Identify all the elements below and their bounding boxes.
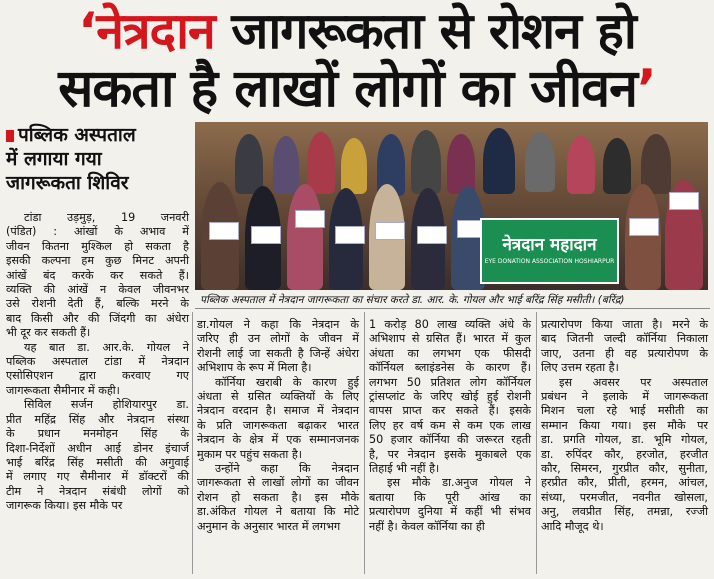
article-line: के प्रति जागरूकता बढ़ाकर भारत: [197, 418, 359, 432]
headline-line-1-rest: जागरूकता से रोशन हो: [214, 2, 636, 60]
news-photo: [195, 122, 708, 290]
article-line: अभिशाप से ग्रसित हैं। भारत में कुल: [369, 332, 531, 346]
article-line: मिशन चला रहे भाई मसीती का: [541, 404, 708, 418]
article-line: उन्होंने कहा कि नेत्रदान: [215, 462, 359, 476]
article-line: नहीं है। केवल कॉर्निया का ही: [369, 519, 485, 533]
article-line: लिए उत्तम रहता है।: [541, 361, 619, 375]
article-line: व्यक्ति की आंखें न केवल जीवनभर: [6, 283, 189, 297]
article-line: एसोसिएशन द्वारा करवाए गए: [6, 369, 189, 383]
column-divider: [536, 312, 537, 574]
article-line: 50 हजार कॉर्निया की जरूरत रहती: [369, 433, 531, 447]
article-column-1: [6, 211, 189, 514]
article-line: लिए हर वर्ष कम से कम एक लाख: [369, 418, 531, 432]
article-line: इस अवसर पर अस्पताल: [559, 375, 708, 389]
banner-title: नेत्रदान महादान: [502, 235, 597, 255]
article-column-2: [197, 318, 359, 534]
article-line: सम्मान किया गया। इस मौके पर: [541, 418, 708, 432]
column-divider: [364, 312, 365, 574]
column-divider: [192, 312, 193, 574]
headline-line-1: [0, 2, 714, 60]
article-line: प्रत्यारोपण दुनिया में कहीं भी संभव: [369, 505, 531, 519]
article-line: डा.अंकित गोयल ने बताया कि मोटे: [197, 505, 359, 519]
article-line: वापस प्राप्त कर सकते हैं। इसके: [369, 404, 531, 418]
headline: [0, 0, 714, 120]
article-line: जीवन कितना मुश्किल हो सकता है: [6, 239, 189, 253]
article-line: प्रीत महिंद्र सिंह और नेत्रदान संस्था: [6, 412, 189, 426]
article-line: इसकी कल्पना हम कुछ मिनट अपनी: [6, 254, 189, 268]
article-line: जाए, उतना ही वह प्रत्यारोपण के: [541, 346, 708, 360]
article-line: टीम ने नेत्रदान संबंधी लोगों को: [6, 484, 189, 498]
article-line: मुकाम पर पहुंच सकता है।: [197, 447, 303, 461]
article-line: है, पर नेत्रदान इसके मुकाबले एक: [369, 447, 531, 461]
article-line: कॉर्निया खराबी के कारण हुई: [215, 375, 359, 389]
article-line: रोशन हो सकता है। इस मौके: [197, 490, 359, 504]
photo-caption: पब्लिक अस्पताल में नेत्रदान जागरूकता का संचार करते डा. आर. के. गोयल और भाई बरिंद्र सिंह मसीती। (बरिंद्र): [200, 294, 625, 306]
article-line: अंधता से ग्रसित व्यक्तियों के लिए: [197, 390, 359, 404]
article-line: जागरूक किया। इस मौके पर: [6, 499, 123, 513]
article-line: जागरूकता से लाखों लोगों का जीवन: [197, 476, 359, 490]
open-quote: ‘: [78, 2, 97, 60]
article-line: आदि मौजूद थे।: [541, 519, 604, 533]
article-line: लगभग 50 प्रतिशत लोग कॉर्नियल: [369, 375, 531, 389]
article-line: भाई बरिंद्र सिंह मसीती की अगुवाई: [6, 455, 189, 469]
article-line: अंधता का लगभग एक फीसदी: [369, 346, 531, 360]
article-line: में लगाए गए सैमीनार में डॉक्टरों की: [6, 470, 189, 484]
article-line: रोशनी लाई जा सकती है जिन्हें अंधेरा: [197, 346, 359, 360]
article-line: नेत्रदान के क्षेत्र में एक सम्मानजनक: [197, 433, 359, 447]
article-line: कौर, सिमरन, गुरप्रीत कौर, सुनीता,: [541, 462, 708, 476]
article-line: (पंडित) : आंखों के अभाव में: [6, 225, 189, 239]
article-line: के प्रधान मनमोहन सिंह के: [6, 427, 189, 441]
article-line: बताया कि पूरी आंख का: [369, 490, 531, 504]
article-line: जरिए ही उन लोगों के जीवन में: [197, 332, 359, 346]
article-line: प्रबंधन ने इलाके में जागरूकता: [541, 390, 708, 404]
subhead-line: पब्लिक अस्पताल: [6, 123, 194, 147]
article-line: बाद जितनी जल्दी कॉर्निया निकाला: [541, 332, 708, 346]
article-line: अनु, लवप्रीत सिंह, तमन्ना, रज्जी: [541, 505, 708, 519]
article-line: हरप्रीत कौर, प्रीती, हरमन, आंचल,: [541, 476, 708, 490]
square-bullet-icon: [6, 130, 14, 142]
article-line: पब्लिक अस्पताल टांडा में नेत्रदान: [6, 355, 189, 369]
article-line: ट्रांसप्लांट के जरिए खोई हुई रोशनी: [369, 390, 531, 404]
article-line: सिविल सर्जन होशियारपुर डा.: [24, 398, 189, 412]
headline-line-2: [0, 60, 714, 118]
article-line: अनुमान के अनुसार भारत में लगभग: [197, 519, 341, 533]
eye-donation-banner: [480, 218, 619, 284]
article-line: डा.गोयल ने कहा कि नेत्रदान के: [197, 318, 359, 331]
article-line: संध्या, परमजीत, नवनीत खोसला,: [541, 490, 708, 504]
headline-red-word: नेत्रदान: [96, 2, 215, 60]
article-line: बाद किसी और की जिंदगी का अंधेरा: [6, 311, 189, 325]
article-line: भी दूर कर सकती हैं।: [6, 326, 91, 340]
article-line: डा. रुपिंदर कौर, हरजोत, हरजीत: [541, 447, 708, 461]
article-line: जागरूकता सैमीनार में कही।: [6, 383, 120, 397]
close-quote: ’: [637, 59, 656, 119]
article-line: आंखें बंद करके कर सकते हैं।: [6, 268, 189, 282]
banner-subtitle: EYE DONATION ASSOCIATION HOSHIARPUR: [484, 258, 615, 265]
article-line: डा. प्रगति गोयल, डा. भूमि गोयल,: [541, 433, 708, 447]
article-column-4: [541, 318, 708, 534]
subhead-line: में लगाया गया: [6, 148, 102, 170]
article-line: नेत्रदान वरदान है। समाज में नेत्रदान: [197, 404, 359, 418]
article-line: यह बात डा. आर.के. गोयल ने: [24, 340, 189, 354]
article-line: टांडा उड़मुड़, 19 जनवरी: [24, 211, 189, 224]
article-line: प्रत्यारोपण किया जाता है। मरने के: [541, 318, 708, 331]
article-line: 1 करोड़ 80 लाख व्यक्ति अंधे के: [369, 318, 531, 331]
subhead-line: जागरूकता शिविर: [6, 172, 129, 194]
article-line: अभिशाप के रूप में मिला है।: [197, 361, 312, 375]
article-column-3: [369, 318, 531, 534]
article-line: कॉर्नियल ब्लाइंडनेस के कारण हैं।: [369, 361, 531, 375]
article-line: दिशा-निर्देशों अधीन आई डोनर इंचार्ज: [6, 441, 189, 455]
article-line: तिहाई भी नहीं है।: [369, 462, 440, 476]
headline-line-2-text: सकता है लाखों लोगों का जीवन: [58, 59, 637, 119]
caption-divider: [195, 308, 710, 309]
article-line: उसे रोशनी देती हैं, बल्कि मरने के: [6, 297, 189, 311]
subheadline: [6, 123, 194, 195]
article-line: इस मौके डा.अनुज गोयल ने: [387, 476, 531, 490]
